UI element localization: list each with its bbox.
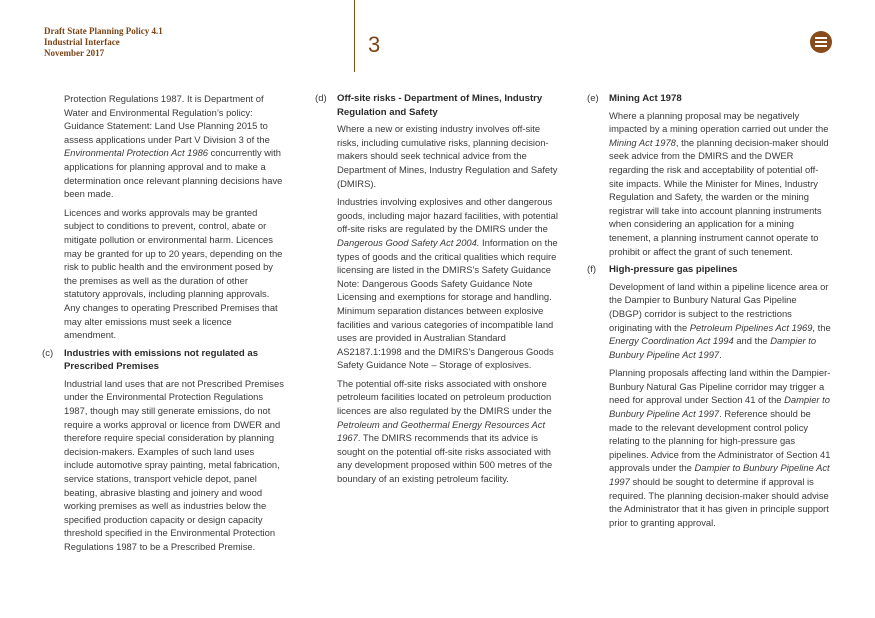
italic-citation: Mining Act 1978 — [609, 136, 676, 148]
paragraph-policy — [64, 92, 286, 201]
column-2 — [315, 92, 559, 489]
italic-citation: Energy Coordination Act 1994 — [609, 335, 734, 347]
section-f-label: (f) — [587, 264, 597, 276]
text-run: should be sought to determine if approval is required. The planning decision-maker should advise the Administrator that it has given in principle support prior to granting approval. — [609, 476, 829, 528]
text-run: Planning proposals affecting land within the Dampier-Bunbury Natural Gas Pipeline corridor may trigger a need for approval under Section 41 of the — [609, 367, 831, 406]
text-run: Information on the types of goods and the critical qualities which require licensing are listed in the DMIRS’s Safety Guidance Note: Dangerous Goods Safety Guidance Note Licensing and exemptions for storage and handling. Minimum separation distances between explosive facilities and various categories of incompatible land uses are provided in Australian Standard AS2187.1:1998 and the DMIRS’s Dangerous Goods Safety Guidance Note – Storage of explosives. — [337, 236, 558, 371]
document-subtitle: Industrial Interface — [44, 37, 120, 47]
document-date: November 2017 — [44, 48, 105, 58]
paragraph-licences: Licences and works approvals may be granted subject to conditions to prevent, control, abate or mitigate pollution or environmental harm. Licences may be granted for up to 20 years, depending on the risk to public health and the environment posed by the premises as well as the duration of other statutory approvals, including planning approvals. Any changes to operating Prescribed Premises that may alter emissions must seek a licence amendment. — [64, 206, 283, 341]
text-run: concurrently with applications for planning approval and to make a determination once relevant planning decisions have been made. — [64, 147, 283, 200]
header-divider — [354, 0, 355, 72]
column-1 — [42, 92, 286, 557]
text-run: Where a planning proposal may be negatively impacted by a mining operation carried out under the — [609, 109, 829, 135]
text-run: Industries involving explosives and other dangerous goods, including major hazard facilities, with potential off-site risks are regulated by the DMIRS under the — [337, 196, 558, 235]
document-title: Draft State Planning Policy 4.1 — [44, 26, 163, 36]
section-c-label: (c) — [42, 347, 54, 359]
section-f-title: High-pressure gas pipelines — [609, 264, 738, 276]
hamburger-menu-icon[interactable] — [810, 31, 832, 53]
text-run: . The DMIRS recommends that its advice is sought on the potential off-site risks associated with any development proposed within 500 metres of the boundary of an existing petroleum facility. — [337, 432, 553, 485]
paragraph-pipeline-approvals — [609, 366, 831, 529]
italic-citation: Environmental Protection Act 1986 — [64, 147, 209, 159]
page-number: 3 — [368, 32, 381, 57]
text-run: , the — [812, 321, 831, 333]
text-run: . — [719, 348, 722, 360]
italic-citation: Dangerous Good Safety Act 2004. — [337, 236, 480, 248]
text-run: , the planning decision-maker should seek advice from the DMIRS and the DWER regarding the risk and acceptability of potential off-site impacts. While the Minister for Mines, Industry Regulation and Safety, the warden or the mining registrar will take into account planning instruments when considering an application for a mining tenement, a planning instrument cannot operate to prohibit or affect the grant of such tenement. — [609, 136, 829, 257]
italic-citation: Petroleum and Geothermal Energy Resources Act 1967 — [337, 418, 546, 444]
section-e-heading — [587, 92, 831, 106]
paragraph-explosives — [337, 195, 559, 372]
text-run: . Reference should be made to the relevant development control policy relating to the planning for high-pressure gas pipelines. Advice from the Administrator of Section 41 approvals under the — [609, 408, 831, 474]
text-run: The potential off-site risks associated with onshore petroleum facilities located on petroleum production licences are also regulated by the DMIRS under the — [337, 377, 552, 417]
text-run: Development of land within a pipeline licence area or the Dampier to Bunbury Natural Gas Pipeline (DBGP) corridor is subject to the restrictions originating with the — [609, 280, 829, 333]
section-d-title: Off-site risks - Department of Mines, Industry Regulation and Safety — [337, 93, 543, 118]
italic-citation: Dampier to Bunbury Pipeline Act 1997 — [609, 394, 830, 420]
italic-citation: Petroleum Pipelines Act 1969 — [689, 321, 813, 333]
text-run: Protection Regulations 1987. It is Department of Water and Environmental Regulation’s policy: Guidance Statement: Land Use Planning 2015 to assess applications under Part V Division 3 of the — [64, 93, 270, 145]
italic-citation: Dampier to Bunbury Pipeline Act 1997 — [609, 335, 817, 360]
paragraph-petroleum — [337, 377, 559, 486]
section-c-title: Industries with emissions not regulated as Prescribed Premises — [64, 347, 259, 373]
paragraph-pipeline-development — [609, 280, 831, 362]
italic-citation: Dampier to Bunbury Pipeline Act 1997 — [609, 462, 830, 488]
section-d-label: (d) — [315, 93, 327, 104]
section-e-label: (e) — [587, 93, 599, 104]
paragraph-unregulated-industries: Industrial land uses that are not Prescribed Premises under the Environmental Protection Regulations 1987, though may still generate emissions, do not require a works approval or licence from DWER and therefore require special consideration by planning decision-makers. Examples of such land uses include automotive spray painting, metal fabrication, service stations, transport vehicle depot, panel beating, abrasive blasting and joinery and wood working premises as well as industries below the specified production capacity or design capacity threshold specified in the Environmental Protection Regulations 1987 to be a Prescribed Premise. — [64, 377, 284, 552]
section-f-heading — [587, 263, 831, 277]
paragraph-mining — [609, 109, 831, 259]
paragraph-offsite-risks: Where a new or existing industry involves off-site risks, including cumulative risks, planning decision-makers should seek technical advice from the Department of Mines, Industry Regulation and Safety (DMIRS). — [337, 123, 558, 189]
section-d-heading — [315, 92, 559, 119]
document-header — [44, 26, 163, 59]
section-e-title: Mining Act 1978 — [609, 93, 682, 104]
section-c-heading — [42, 347, 286, 374]
text-run: and the — [733, 335, 771, 347]
column-3 — [587, 92, 831, 532]
